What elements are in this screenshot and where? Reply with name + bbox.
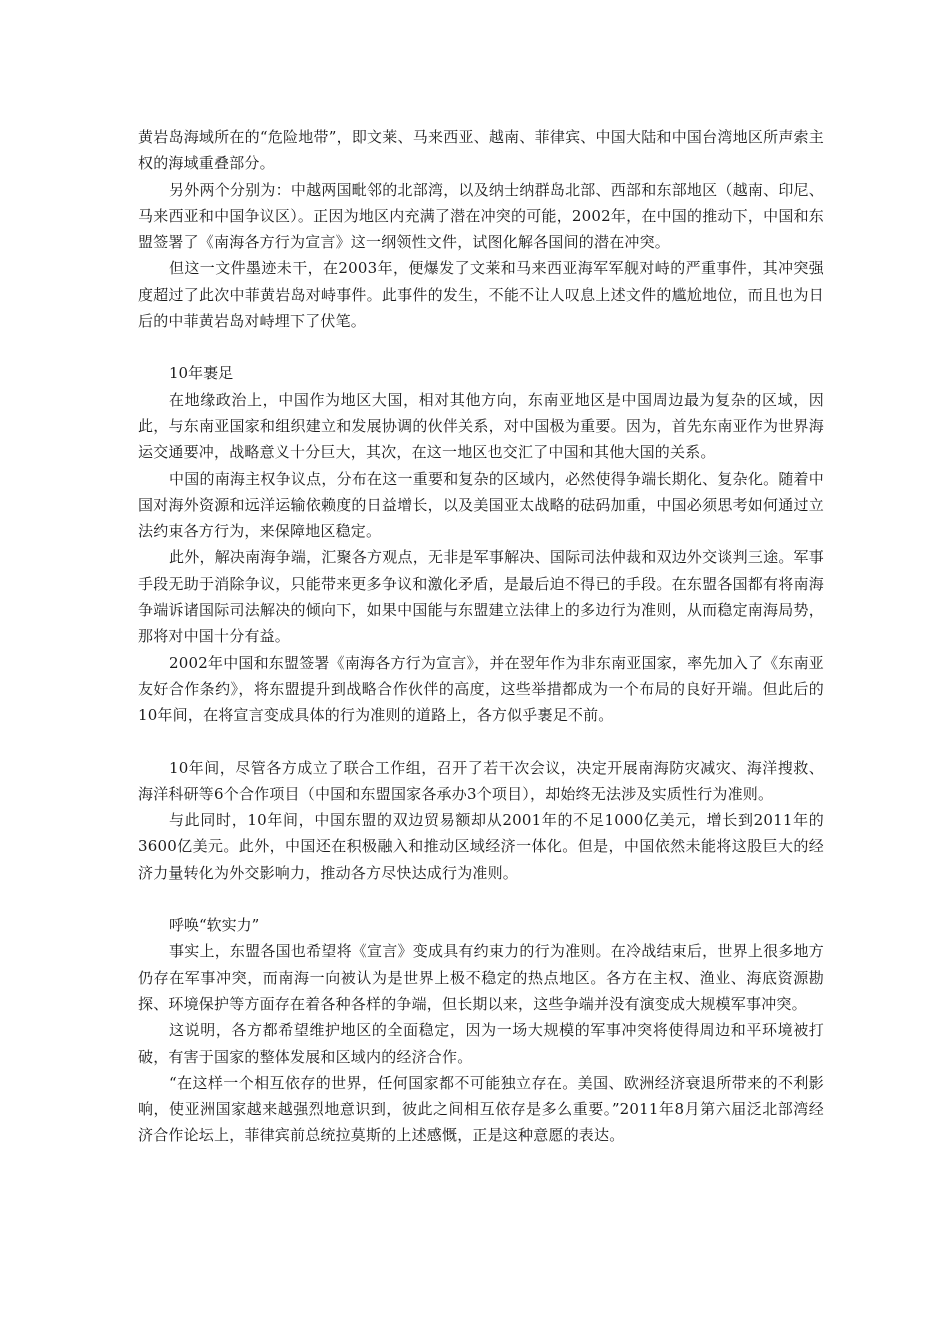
section-heading-10-years: 10年裹足	[169, 364, 234, 383]
paragraph-geopolitics: 在地缘政治上，中国作为地区大国，相对其他方向，东南亚地区是中国周边最为复杂的区域，因此，与东南亚国家和组织建立和发展协调的伙伴关系，对中国极为重要。因为，首先东南亚作为世界海运交通要冲，战略意义十分巨大，其次，在这一地区也交汇了中国和其他大国的关系。	[138, 390, 824, 462]
paragraph-ramos-quote: “在这样一个相互依存的世界，任何国家都不可能独立存在。美国、欧洲经济衰退所带来的不利影响，使亚洲国家越来越强烈地意识到，彼此之间相互依存是多么重要。”2011年8月第六届泛北部湾经济合作论坛上，菲律宾前总统拉莫斯的上述感慨，正是这种意愿的表达。	[138, 1073, 824, 1145]
paragraph-working-group: 10年间，尽管各方成立了联合工作组，召开了若干次会议，决定开展南海防灾减灾、海洋搜救、海洋科研等6个合作项目（中国和东盟国家各承办3个项目），却始终无法涉及实质性行为准则。	[138, 758, 824, 803]
paragraph-intro-3: 但这一文件墨迹未干，在2003年，便爆发了文莱和马来西亚海军军舰对峙的严重事件，其冲突强度超过了此次中菲黄岩岛对峙事件。此事件的发生，不能不让人叹息上述文件的尴尬地位，而且也为日后的中菲黄岩岛对峙埋下了伏笔。	[138, 259, 824, 331]
spacer	[138, 886, 824, 912]
spacer	[138, 334, 824, 360]
paragraph-stability: 这说明，各方都希望维护地区的全面稳定，因为一场大规模的军事冲突将使得周边和平环境被打破，有害于国家的整体发展和区域内的经济合作。	[138, 1021, 824, 1066]
section-heading-soft-power: 呼唤“软实力”	[169, 916, 260, 935]
paragraph-three-options: 此外，解决南海争端，汇聚各方观点，无非是军事解决、国际司法仲裁和双边外交谈判三途。军事手段无助于消除争议，只能带来更多争议和激化矛盾，是最后迫不得已的手段。在东盟各国都有将南海争端诉诸国际司法解决的倾向下，如果中国能与东盟建立法律上的多边行为准则，从而稳定南海局势，那将对中国十分有益。	[138, 548, 824, 646]
paragraph-trade-volume: 与此同时，10年间，中国东盟的双边贸易额却从2001年的不足1000亿美元，增长到2011年的3600亿美元。此外，中国还在积极融入和推动区域经济一体化。但是，中国依然未能将这股巨大的经济力量转化为外交影响力，推动各方尽快达成行为准则。	[138, 811, 824, 882]
paragraph-intro-2: 另外两个分别为：中越两国毗邻的北部湾，以及纳士纳群岛北部、西部和东部地区（越南、印尼、马来西亚和中国争议区）。正因为地区内充满了潜在冲突的可能，2002年，在中国的推动下，中国和东盟签署了《南海各方行为宣言》这一纲领性文件，试图化解各国间的潜在冲突。	[138, 180, 824, 252]
paragraph-intro-1: 黄岩岛海域所在的“危险地带”，即文莱、马来西亚、越南、菲律宾、中国大陆和中国台湾地区所声索主权的海域重叠部分。	[138, 128, 824, 173]
document-page	[138, 124, 824, 1149]
spacer	[138, 729, 824, 755]
paragraph-sovereignty-disputes: 中国的南海主权争议点，分布在这一重要和复杂的区域内，必然使得争端长期化、复杂化。随着中国对海外资源和远洋运输依赖度的日益增长，以及美国亚太战略的砝码加重，中国必须思考如何通过立法约束各方行为，来保障地区稳定。	[138, 469, 824, 541]
paragraph-2002-declaration: 2002年中国和东盟签署《南海各方行为宣言》，并在翌年作为非东南亚国家，率先加入了《东南亚友好合作条约》，将东盟提升到战略合作伙伴的高度，这些举措都成为一个布局的良好开端。但此后的10年间，在将宣言变成具体的行为准则的道路上，各方似乎裹足不前。	[138, 653, 824, 725]
paragraph-asean-wish: 事实上，东盟各国也希望将《宣言》变成具有约束力的行为准则。在冷战结束后，世界上很多地方仍存在军事冲突，而南海一向被认为是世界上极不稳定的热点地区。各方在主权、渔业、海底资源勘探、环境保护等方面存在着各种各样的争端，但长期以来，这些争端并没有演变成大规模军事冲突。	[138, 942, 824, 1013]
